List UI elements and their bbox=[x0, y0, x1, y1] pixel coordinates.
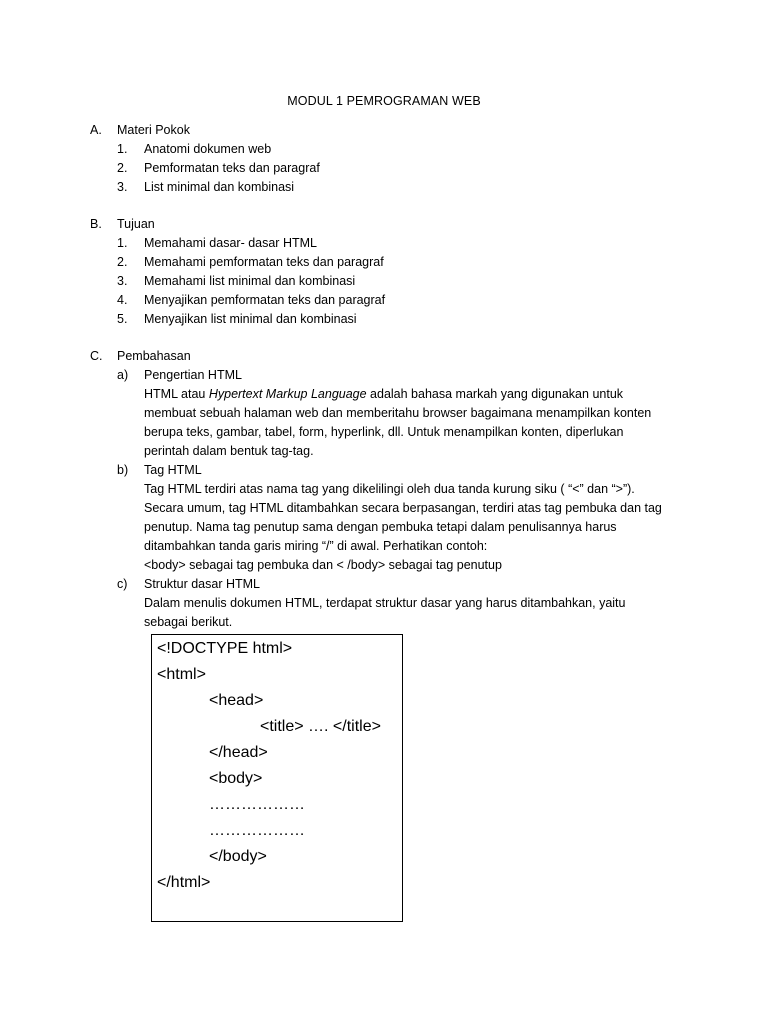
subsection-title: Tag HTML bbox=[144, 463, 202, 477]
section-title: Materi Pokok bbox=[117, 123, 190, 137]
section-header bbox=[90, 215, 690, 234]
list-item bbox=[90, 253, 690, 272]
paragraph-line: Tag HTML terdiri atas nama tag yang dikelilingi oleh dua tanda kurung siku ( “<” dan “>”). bbox=[144, 482, 635, 496]
paragraph-line: Dalam menulis dokumen HTML, terdapat struktur dasar yang harus ditambahkan, yaitu bbox=[144, 596, 626, 610]
item-text: Memahami pemformatan teks dan paragraf bbox=[144, 255, 384, 269]
tujuan-list bbox=[90, 234, 690, 329]
code-head-close: </head> bbox=[209, 744, 268, 761]
list-item bbox=[90, 291, 690, 310]
section-header bbox=[90, 347, 690, 366]
code-title: <title> …. </title> bbox=[260, 718, 381, 735]
item-number: 2. bbox=[117, 255, 128, 269]
section-letter: A. bbox=[90, 123, 102, 137]
item-number: 3. bbox=[117, 180, 128, 194]
list-item bbox=[90, 140, 690, 159]
code-dots: ……………… bbox=[209, 796, 305, 813]
document-title: MODUL 1 PEMROGRAMAN WEB bbox=[287, 94, 481, 108]
code-html-close: </html> bbox=[157, 874, 211, 891]
paragraph-line bbox=[144, 385, 669, 404]
code-head-open: <head> bbox=[209, 692, 264, 709]
item-text: Memahami dasar- dasar HTML bbox=[144, 236, 317, 250]
item-text: List minimal dan kombinasi bbox=[144, 180, 295, 194]
item-text: Menyajikan pemformatan teks dan paragraf bbox=[144, 293, 386, 307]
code-body-open: <body> bbox=[209, 770, 263, 787]
item-number: 2. bbox=[117, 161, 128, 175]
subsection-label: c) bbox=[117, 577, 128, 591]
item-number: 1. bbox=[117, 236, 128, 250]
subsection-label: b) bbox=[117, 463, 129, 477]
paragraph-line: membuat sebuah halaman web dan memberitahu browser bagaimana menampilkan konten bbox=[144, 406, 652, 420]
code-html-open: <html> bbox=[157, 666, 206, 683]
paragraph bbox=[144, 461, 669, 575]
subsection-struktur-dasar bbox=[90, 575, 690, 632]
section-header bbox=[90, 121, 690, 140]
list-item bbox=[90, 272, 690, 291]
paragraph-line: Secara umum, tag HTML ditambahkan secara berpasangan, terdiri atas tag pembuka dan tag bbox=[144, 501, 662, 515]
item-text: Memahami list minimal dan kombinasi bbox=[144, 274, 356, 288]
item-number: 3. bbox=[117, 274, 128, 288]
item-text: Menyajikan list minimal dan kombinasi bbox=[144, 312, 357, 326]
item-text: Anatomi dokumen web bbox=[144, 142, 272, 156]
paragraph-line: berupa teks, gambar, tabel, form, hyperlink, dll. Untuk menampilkan konten, diperlukan bbox=[144, 425, 624, 439]
item-number: 5. bbox=[117, 312, 128, 326]
section-title: Pembahasan bbox=[117, 349, 191, 363]
materi-list bbox=[90, 140, 690, 197]
list-item bbox=[90, 178, 690, 197]
subsection-tag-html bbox=[90, 461, 690, 575]
section-materi-pokok bbox=[90, 121, 690, 197]
list-item bbox=[90, 234, 690, 253]
paragraph-line: perintah dalam bentuk tag-tag. bbox=[144, 444, 314, 458]
paragraph-line: ditambahkan tanda garis miring “/” di awal. Perhatikan contoh: bbox=[144, 539, 488, 553]
item-text: Pemformatan teks dan paragraf bbox=[144, 161, 320, 175]
subsection-label: a) bbox=[117, 368, 129, 382]
subsection-pengertian-html bbox=[90, 366, 690, 461]
subsection-title: Struktur dasar HTML bbox=[144, 577, 261, 591]
section-title: Tujuan bbox=[117, 217, 155, 231]
section-pembahasan bbox=[90, 347, 690, 632]
code-dots: ……………… bbox=[209, 822, 305, 839]
item-number: 1. bbox=[117, 142, 128, 156]
text-run: adalah bahasa markah yang digunakan untuk bbox=[366, 387, 624, 401]
list-item bbox=[90, 310, 690, 329]
paragraph-line: sebagai berikut. bbox=[144, 615, 233, 629]
paragraph-line: penutup. Nama tag penutup sama dengan pembuka tetapi dalam penulisannya harus bbox=[144, 520, 617, 534]
section-letter: B. bbox=[90, 217, 102, 231]
paragraph-line: <body> sebagai tag pembuka dan < /body> sebagai tag penutup bbox=[144, 558, 502, 572]
text-run: HTML atau bbox=[144, 387, 209, 401]
section-letter: C. bbox=[90, 349, 103, 363]
html-structure-example bbox=[151, 634, 403, 922]
italic-term: Hypertext Markup Language bbox=[208, 387, 367, 401]
item-number: 4. bbox=[117, 293, 128, 307]
list-item bbox=[90, 159, 690, 178]
subsection-title: Pengertian HTML bbox=[144, 368, 242, 382]
code-doctype: <!DOCTYPE html> bbox=[157, 640, 293, 657]
section-tujuan bbox=[90, 215, 690, 329]
code-body-close: </body> bbox=[209, 848, 267, 865]
